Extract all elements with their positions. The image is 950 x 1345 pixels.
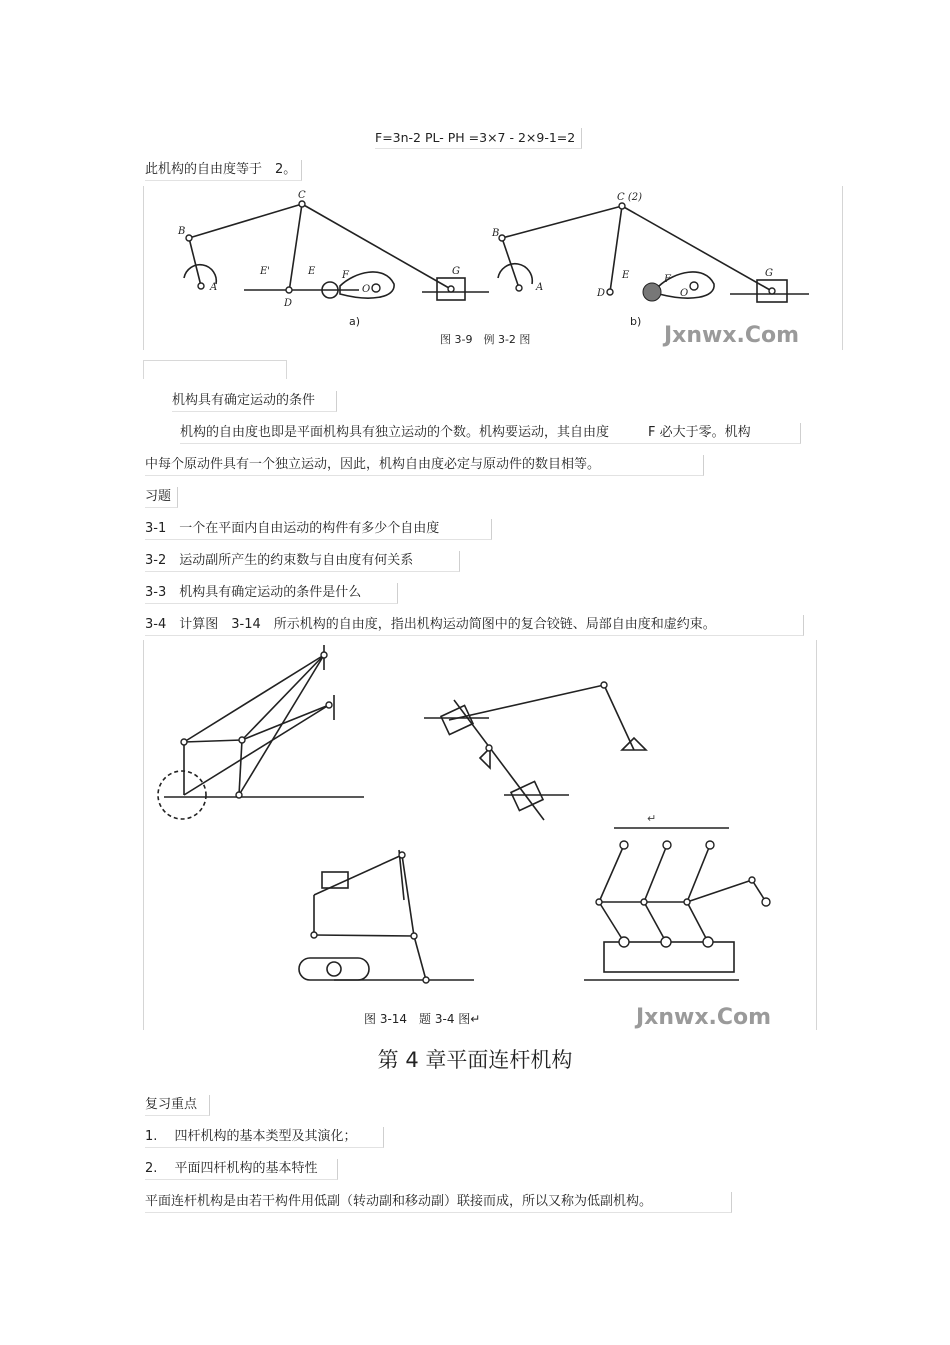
m2-link-right — [604, 685, 634, 750]
exercise-3: 3-3 机构具有确定运动的条件是什么 — [145, 583, 398, 604]
paragraph-line-1: 机构的自由度也即是平面机构具有独立运动的个数。机构要运动，其自由度 F 必大于零。机构 — [180, 423, 801, 444]
m4-link-3 — [644, 845, 667, 902]
m3-link-lower — [414, 936, 426, 980]
rotation-arrow-b — [498, 264, 532, 284]
label-e1-a: E' — [260, 266, 271, 277]
formula-line: F=3n-2 PL- PH =3×7 - 2×9-1=2 — [375, 128, 582, 149]
label-o-b: O — [680, 288, 689, 299]
exercise-4: 3-4 计算图 3-14 所示机构的自由度，指出机构运动简图中的复合铰链、局部自由度和虚约束。 — [145, 615, 804, 636]
watermark-3-9: Jxnwx.Com — [664, 323, 800, 348]
m4-link-4 — [644, 902, 666, 942]
sublabel-a: a) — [349, 315, 361, 328]
label-d-b: D — [597, 288, 606, 299]
closing-paragraph: 平面连杆机构是由若干构件用低副（转动副和移动副）联接而成，所以又称为低副机构。 — [145, 1192, 732, 1213]
m4-link-crank — [687, 880, 752, 902]
review-item-1: 1. 四杆机构的基本类型及其演化； — [145, 1127, 384, 1148]
m1-link-top — [184, 655, 324, 742]
m4-link-2 — [599, 902, 624, 942]
review-item-2: 2. 平面四杆机构的基本特性 — [145, 1159, 338, 1180]
figure-3-9-drawing — [144, 186, 842, 350]
m1-link-long — [184, 705, 329, 795]
label-o-a: O — [362, 284, 371, 295]
figure-3-9 — [143, 186, 843, 350]
m4-link-6 — [687, 902, 708, 942]
m2-link-top — [449, 685, 604, 720]
watermark-3-14: Jxnwx.Com — [636, 1005, 772, 1030]
m4-link-5 — [687, 845, 710, 902]
m1-link-vertical — [239, 740, 242, 795]
label-a-b: A — [536, 282, 544, 293]
label-d-a: D — [284, 298, 293, 309]
empty-box — [143, 360, 287, 379]
m3-link-upper — [314, 855, 402, 895]
label-c-a: C — [298, 190, 306, 201]
label-b-a: B — [178, 226, 186, 237]
label-f-a: F — [342, 270, 349, 281]
exercise-1: 3-1 一个在平面内自由运动的构件有多少个自由度 — [145, 519, 492, 540]
link-cd-b — [610, 206, 622, 292]
link-cg-b — [622, 206, 770, 290]
link-bc-b — [502, 206, 622, 238]
m1-circle — [158, 771, 206, 819]
figure-3-14-caption: 图 3-14 题 3-4 图↵ — [364, 1012, 481, 1026]
label-g-b: G — [765, 268, 773, 279]
crank-ab-a — [189, 238, 201, 286]
label-c-b: C (2) — [617, 192, 642, 203]
chapter-title: 第 4 章平面连杆机构 — [377, 1048, 573, 1072]
link-cg-a — [302, 204, 449, 288]
sublabel-b: b) — [630, 315, 642, 328]
return-mark: ↵ — [647, 812, 657, 825]
label-f-b: F — [664, 274, 671, 285]
roller-f-b — [643, 283, 661, 301]
m1-link-mid — [184, 740, 242, 742]
label-g-a: G — [452, 266, 460, 277]
figure-3-9-caption: 图 3-9 例 3-2 图 — [440, 333, 531, 346]
link-bc-a — [189, 204, 302, 238]
figure-3-14-drawing — [144, 640, 816, 1030]
m3-link-mid — [314, 935, 414, 936]
link-cd-a — [289, 204, 302, 292]
m1-link-long2 — [239, 655, 324, 795]
exercise-2: 3-2 运动副所产生的约束数与自由度有何关系 — [145, 551, 460, 572]
label-e-a: E — [308, 266, 316, 277]
figure-3-14 — [143, 640, 817, 1030]
label-b-b: B — [492, 228, 500, 239]
section-title: 机构具有确定运动的条件 — [172, 391, 337, 412]
review-title: 复习重点 — [145, 1095, 210, 1116]
exercises-title: 习题 — [145, 487, 178, 508]
label-a-a: A — [210, 282, 218, 293]
dof-statement: 此机构的自由度等于 2。 — [145, 160, 302, 181]
m1-link-right — [242, 705, 329, 740]
m3-roller — [327, 962, 341, 976]
m4-link-1 — [599, 845, 624, 902]
paragraph-line-2: 中每个原动件具有一个独立运动，因此，机构自由度必定与原动件的数目相等。 — [145, 455, 704, 476]
label-e-b: E — [622, 270, 630, 281]
